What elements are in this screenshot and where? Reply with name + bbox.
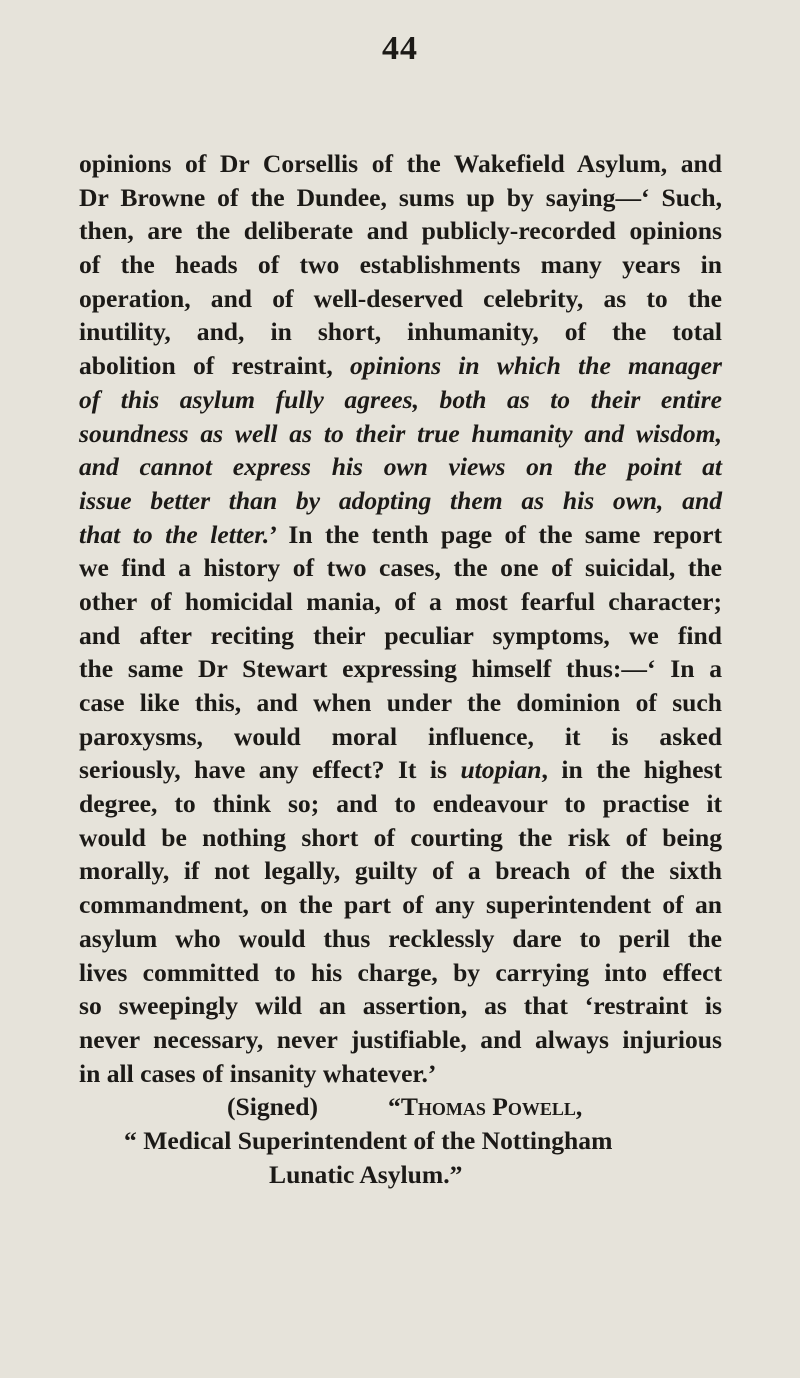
text-segment: and after reciting their peculiar symptoms, we find — [79, 620, 722, 650]
text-line — [79, 787, 722, 821]
text-line — [79, 518, 722, 552]
text-segment: degree, to think so; and to endeavour to practise it — [79, 789, 722, 819]
text-line — [79, 315, 722, 349]
text-line — [79, 686, 722, 720]
text-line — [79, 181, 722, 215]
text-line — [79, 585, 722, 619]
text-segment: we find a history of two cases, the one of suicidal, the — [79, 553, 722, 583]
text-line — [79, 417, 722, 451]
text-line — [79, 147, 722, 181]
italic-text: of this asylum fully agrees, both as to their entire — [79, 384, 722, 414]
paragraph — [79, 147, 722, 1090]
text-line — [79, 383, 722, 417]
text-line — [79, 551, 722, 585]
text-line — [79, 956, 722, 990]
signature-line — [79, 1090, 722, 1124]
text-segment: operation, and of well-deserved celebrity, as to the — [79, 283, 722, 313]
text-line — [79, 450, 722, 484]
body-text — [79, 147, 722, 1191]
text-line — [79, 214, 722, 248]
text-line — [79, 619, 722, 653]
italic-text: and cannot express his own views on the point at — [79, 452, 722, 482]
text-line — [79, 922, 722, 956]
text-line — [79, 652, 722, 686]
text-segment: of the heads of two establishments many years in — [79, 250, 722, 280]
text-segment: ’ In the tenth page of the same report — [269, 519, 722, 549]
text-segment: then, are the deliberate and publicly-recorded opinions — [79, 216, 722, 246]
text-line — [79, 854, 722, 888]
text-segment: morally, if not legally, guilty of a breach of the sixth — [79, 856, 722, 886]
text-segment: opinions of Dr Corsellis of the Wakefield Asylum, and — [79, 149, 722, 178]
text-segment: so sweepingly wild an assertion, as that ‘restraint is — [79, 991, 722, 1021]
text-segment: commandment, on the part of any superintendent of an — [79, 890, 722, 920]
text-segment: abolition of restraint, — [79, 351, 350, 381]
text-segment: paroxysms, would moral influence, it is asked — [79, 721, 722, 751]
text-line — [79, 753, 722, 787]
text-segment: other of homicidal mania, of a most fearful character; — [79, 586, 722, 616]
signatory-title-line-2: Lunatic Asylum.” — [269, 1159, 463, 1189]
text-segment: , in the highest — [541, 755, 722, 785]
text-line — [79, 888, 722, 922]
signed-label: (Signed) — [227, 1092, 319, 1122]
italic-text: issue better than by adopting them as his own, and — [79, 485, 722, 515]
italic-text: utopian — [460, 755, 542, 785]
text-segment: inutility, and, in short, inhumanity, of the total — [79, 317, 722, 347]
text-segment: lives committed to his charge, by carrying into effect — [79, 957, 722, 987]
italic-text: that to the letter. — [79, 519, 270, 549]
text-line — [79, 248, 722, 282]
text-segment: seriously, have any effect? It is — [79, 755, 461, 785]
text-line — [79, 821, 722, 855]
text-segment: never necessary, never justifiable, and always injurious — [79, 1024, 722, 1054]
text-segment: in all cases of insanity whatever.’ — [79, 1058, 437, 1088]
signatory-title-line-1: “ Medical Superintendent of the Nottingham — [124, 1125, 613, 1155]
italic-text: opinions in which the manager — [349, 351, 722, 381]
text-segment: the same Dr Stewart expressing himself thus:—‘ In a — [79, 654, 722, 684]
page-number: 44 — [382, 30, 418, 67]
text-line — [79, 349, 722, 383]
text-segment: case like this, and when under the dominion of such — [79, 688, 722, 717]
text-line — [79, 1057, 722, 1091]
signatory-name: “Thomas Powell, — [388, 1092, 583, 1122]
text-line — [79, 484, 722, 518]
text-line — [79, 720, 722, 754]
text-line — [79, 282, 722, 316]
text-segment: asylum who would thus recklessly dare to peril the — [79, 923, 722, 953]
text-segment: would be nothing short of courting the risk of being — [79, 822, 722, 852]
text-line — [79, 989, 722, 1023]
italic-text: soundness as well as to their true humanity and wisdom, — [79, 418, 722, 448]
text-segment: Dr Browne of the Dundee, sums up by saying—‘ Such, — [79, 182, 722, 212]
text-line — [79, 1023, 722, 1057]
